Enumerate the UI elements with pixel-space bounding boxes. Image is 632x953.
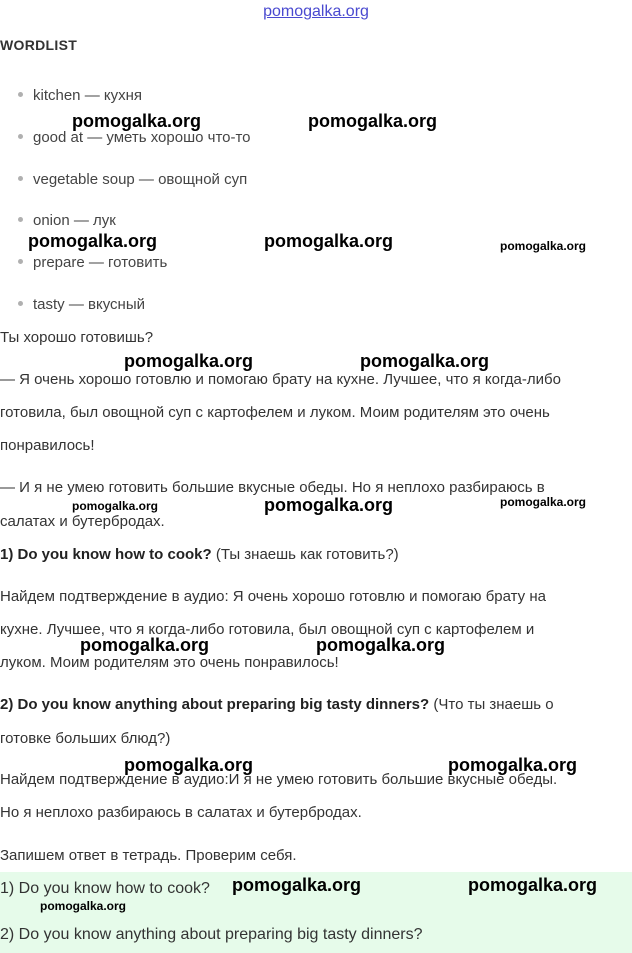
- watermark: pomogalka.org: [316, 635, 446, 655]
- word-text: good at — уметь хорошо что-то: [33, 129, 251, 146]
- watermark: pomogalka.org: [28, 231, 158, 251]
- watermark: pomogalka.org: [468, 875, 598, 895]
- watermark: pomogalka.org: [448, 755, 578, 775]
- bullet-icon: [18, 259, 23, 264]
- watermark: pomogalka.org: [232, 875, 362, 895]
- header-watermark-link[interactable]: pomogalka.org: [263, 3, 369, 20]
- answer-text: кухне. Лучшее, что я когда-либо готовила, был овощной суп с картофелем и: [0, 621, 535, 638]
- word-text: tasty — вкусный: [33, 296, 145, 313]
- bullet-icon: [18, 301, 23, 306]
- word-text: kitchen — кухня: [33, 87, 142, 104]
- bullet-icon: [18, 217, 23, 222]
- bullet-icon: [18, 176, 23, 181]
- watermark: pomogalka.org: [80, 635, 210, 655]
- question-1-en: 1) Do you know how to cook?: [0, 546, 212, 563]
- watermark: pomogalka.org: [264, 231, 394, 251]
- watermark: pomogalka.org: [40, 899, 127, 913]
- watermark: pomogalka.org: [500, 239, 587, 253]
- word-text: vegetable soup — овощной суп: [33, 171, 248, 188]
- dialogue-line: салатах и бутербродах.: [0, 513, 165, 530]
- watermark: pomogalka.org: [72, 499, 159, 513]
- dialogue-line: — Я очень хорошо готовлю и помогаю брату на кухне. Лучшее, что я когда-либо: [0, 371, 561, 388]
- list-item: [18, 87, 142, 104]
- answer-text: луком. Моим родителям это очень понравилось!: [0, 654, 339, 671]
- note-text: Запишем ответ в тетрадь. Проверим себя.: [0, 847, 297, 864]
- watermark: pomogalka.org: [360, 351, 490, 371]
- question-2-ru: (Что ты знаешь о: [429, 696, 554, 713]
- bullet-icon: [18, 92, 23, 97]
- list-item: [18, 212, 116, 229]
- dialogue-line: готовила, был овощной суп с картофелем и луком. Моим родителям это очень: [0, 404, 550, 421]
- list-item: [18, 296, 145, 313]
- question-1: [0, 546, 399, 563]
- list-item: [18, 254, 167, 271]
- answer-1: 1) Do you know how to cook?: [0, 880, 210, 897]
- word-text: prepare — готовить: [33, 254, 168, 271]
- answer-text: Найдем подтверждение в аудио: Я очень хорошо готовлю и помогаю брату на: [0, 588, 546, 605]
- question-2-ru-cont: готовке больших блюд?): [0, 730, 171, 747]
- watermark: pomogalka.org: [500, 495, 587, 509]
- question-2: [0, 696, 554, 713]
- bullet-icon: [18, 134, 23, 139]
- dialogue-line: — И я не умею готовить большие вкусные обеды. Но я неплохо разбираюсь в: [0, 479, 545, 496]
- word-text: onion — лук: [33, 212, 116, 229]
- watermark: pomogalka.org: [124, 351, 254, 371]
- answer-2: 2) Do you know anything about preparing big tasty dinners?: [0, 926, 423, 943]
- watermark: pomogalka.org: [264, 495, 394, 515]
- answer-text: Найдем подтверждение в аудио:И я не умею готовить большие вкусные обеды.: [0, 771, 558, 788]
- watermark: pomogalka.org: [72, 111, 202, 131]
- question-2-en: 2) Do you know anything about preparing big tasty dinners?: [0, 696, 430, 713]
- question-1-ru: (Ты знаешь как готовить?): [211, 546, 399, 563]
- answer-text: Но я неплохо разбираюсь в салатах и бутербродах.: [0, 804, 362, 821]
- watermark: pomogalka.org: [308, 111, 438, 131]
- watermark: pomogalka.org: [124, 755, 254, 775]
- wordlist-heading: WORDLIST: [0, 37, 78, 53]
- list-item: [18, 171, 247, 188]
- dialogue-line: понравилось!: [0, 437, 95, 454]
- question-ru: Ты хорошо готовишь?: [0, 329, 154, 346]
